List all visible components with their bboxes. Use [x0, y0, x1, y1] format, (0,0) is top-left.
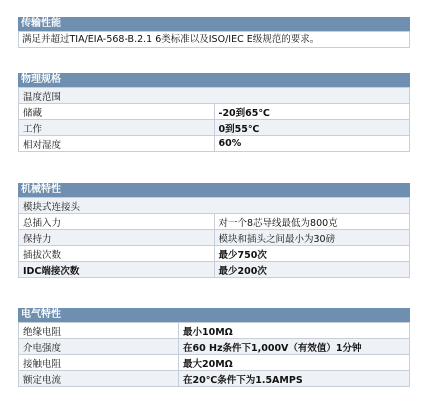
row-value: 对一个8芯导线最低为800克	[214, 214, 410, 230]
transmission-note: 满足并超过TIA/EIA-568-B.2.1 6类标准以及ISO/IEC E级规范的要求。	[18, 31, 410, 48]
row-value: -20到65℃	[214, 104, 410, 120]
transmission-section	[18, 17, 410, 48]
mechanical-section	[18, 183, 410, 278]
row-label: 工作	[19, 120, 215, 136]
row-value: 在20℃条件下为1.5AMPS	[179, 371, 410, 387]
row-value: 在60 Hz条件下1,000V（有效值）1分钟	[179, 339, 410, 355]
physical-table	[18, 87, 410, 152]
section-header: 机械特性	[18, 183, 410, 197]
row-label: 插拔次数	[19, 246, 215, 262]
row-label: 额定电流	[19, 371, 179, 387]
section-header: 物理规格	[18, 73, 410, 87]
row-value: 最少750次	[214, 246, 410, 262]
electrical-section	[18, 308, 410, 387]
row-value: 0到55℃	[214, 120, 410, 136]
row-label: 总插入力	[19, 214, 215, 230]
row-value: 最小10MΩ	[179, 323, 410, 339]
electrical-table	[18, 322, 410, 387]
row-label: IDC端接次数	[19, 262, 215, 278]
row-label: 接触电阻	[19, 355, 179, 371]
subheading: 模块式连接头	[19, 198, 410, 214]
physical-section	[18, 73, 410, 152]
row-label: 绝缘电阻	[19, 323, 179, 339]
subheading: 温度范围	[19, 88, 410, 104]
section-header: 电气特性	[18, 308, 410, 322]
row-label: 储藏	[19, 104, 215, 120]
row-value: 模块和插头之间最小为30磅	[214, 230, 410, 246]
row-label: 保持力	[19, 230, 215, 246]
row-value: 60%	[214, 136, 410, 152]
row-value: 最少200次	[214, 262, 410, 278]
mechanical-table	[18, 197, 410, 278]
row-label: 介电强度	[19, 339, 179, 355]
row-label: 相对湿度	[19, 136, 215, 152]
row-value: 最大20MΩ	[179, 355, 410, 371]
section-header: 传输性能	[18, 17, 410, 31]
